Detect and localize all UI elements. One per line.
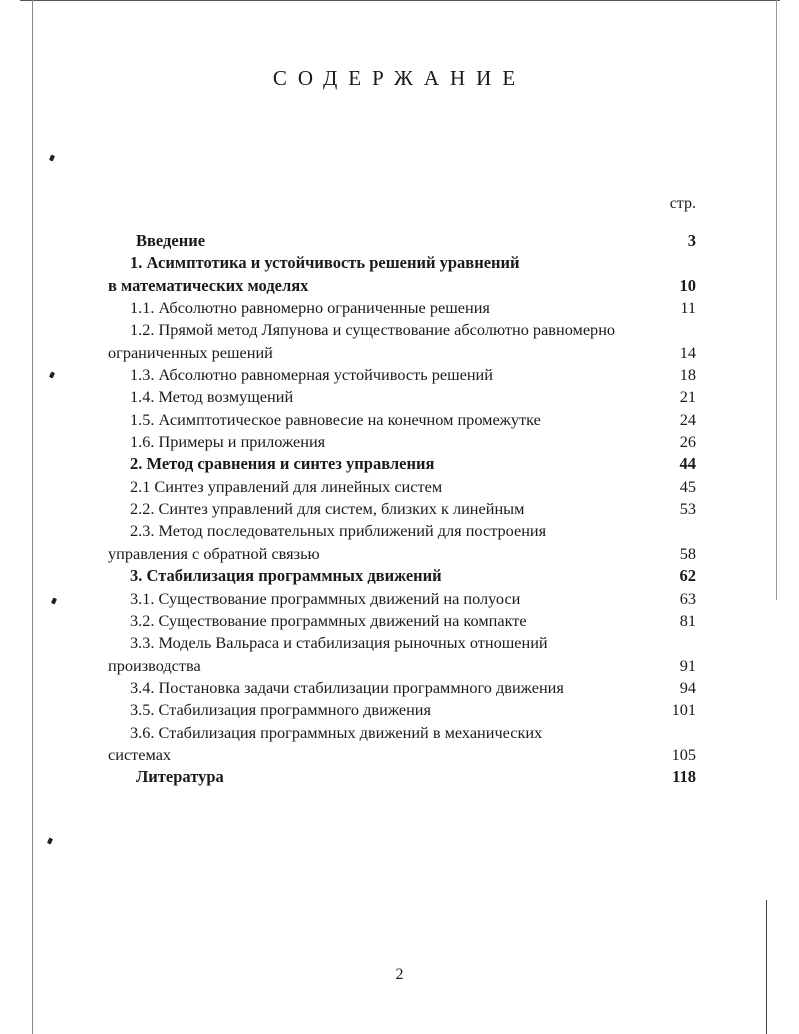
toc-entry	[108, 632, 696, 677]
toc-entry-title-line: 3.1. Существование программных движений на полуоси	[130, 588, 521, 608]
toc-entry-title-line: 1.4. Метод возмущений	[130, 387, 294, 407]
toc-entry-title-line: 3.6. Стабилизация программных движений в механических	[130, 722, 543, 742]
toc-entry-title-line: управления с обратной связью	[108, 543, 320, 563]
toc-entry	[108, 386, 696, 408]
toc-entry-page: 45	[679, 476, 696, 496]
toc-entry-title-line: 2.1 Синтез управлений для линейных систем	[130, 476, 443, 496]
toc-entry	[108, 297, 696, 319]
scan-border-top	[20, 0, 780, 1]
toc-entry-page: 58	[679, 543, 696, 563]
toc-entry-page: 11	[680, 298, 696, 318]
page-column-label: стр.	[669, 195, 696, 212]
toc-entry-title-line: ограниченных решений	[108, 342, 273, 362]
toc-entry	[108, 409, 696, 431]
toc-entry-title-line: 3.2. Существование программных движений на компакте	[130, 610, 527, 630]
toc-entry-title-line: 3.3. Модель Вальраса и стабилизация рыночных отношений	[130, 633, 548, 653]
toc-entry	[108, 476, 696, 498]
toc-entry-page: 21	[679, 387, 696, 407]
toc-entry	[108, 230, 696, 252]
toc-entry	[108, 565, 696, 587]
toc-entry-page: 53	[679, 499, 696, 519]
toc-entry	[108, 766, 696, 788]
toc-entry	[108, 431, 696, 453]
toc-entry-page: 10	[679, 275, 696, 295]
toc-entry-page: 3	[687, 231, 696, 250]
page-number: 2	[395, 966, 404, 983]
toc-entry-title-line: 1.2. Прямой метод Ляпунова и существование абсолютно равномерно	[130, 320, 616, 340]
toc-entry	[108, 364, 696, 386]
toc-entry-page: 81	[679, 610, 696, 630]
scan-speck	[47, 837, 53, 844]
toc-entry-title-line: 2.2. Синтез управлений для систем, близких к линейным	[130, 499, 525, 519]
toc-entry-page: 44	[679, 454, 696, 474]
toc-entry-title-line: 1.1. Абсолютно равномерно ограниченные решения	[130, 298, 490, 318]
toc-entry-page: 24	[679, 409, 696, 429]
toc-entry-page: 101	[671, 700, 696, 720]
toc-entry	[108, 699, 696, 721]
toc-entry	[108, 610, 696, 632]
toc-entry-page: 14	[679, 342, 696, 362]
toc-entry-page: 118	[672, 767, 696, 787]
toc-entry-title-line: производства	[108, 655, 201, 675]
toc-entry-title-line: Литература	[136, 767, 224, 787]
scan-speck	[49, 371, 55, 378]
toc-entry	[108, 677, 696, 699]
scan-border-left	[32, 0, 33, 1034]
toc-entry	[108, 252, 696, 297]
toc-entry	[108, 520, 696, 565]
toc-entry	[108, 453, 696, 475]
toc-entry-page: 63	[679, 588, 696, 608]
toc-entry	[108, 319, 696, 364]
toc-entry-title-line: 3. Стабилизация программных движений	[130, 566, 442, 586]
toc-entry-title-line: 1. Асимптотика и устойчивость решений уравнений	[130, 253, 520, 273]
toc-entry-title-line: Введение	[136, 231, 206, 250]
toc-entry-title-line: системах	[108, 744, 172, 764]
toc-entry-title-line: 3.5. Стабилизация программного движения	[130, 700, 431, 720]
toc-entry	[108, 498, 696, 520]
toc-entry	[108, 588, 696, 610]
page-title: СОДЕРЖАНИЕ	[272, 66, 527, 90]
scan-speck	[49, 154, 55, 161]
toc-entry-title-line: 1.5. Асимптотическое равновесие на конечном промежутке	[130, 409, 541, 429]
toc-entry-page: 91	[679, 655, 696, 675]
toc-entry-title-line: 3.4. Постановка задачи стабилизации программного движения	[130, 677, 564, 697]
toc-entry-title-line: в математических моделях	[108, 275, 309, 295]
toc-entry-page: 94	[679, 677, 696, 697]
toc-entry-page: 105	[671, 744, 696, 764]
toc-entry-title-line: 2. Метод сравнения и синтез управления	[130, 454, 435, 474]
toc-entry-title-line: 1.3. Абсолютно равномерная устойчивость решений	[130, 365, 493, 385]
toc-entry-page: 62	[679, 566, 696, 586]
toc-entry-title-line: 2.3. Метод последовательных приближений для построения	[130, 521, 547, 541]
toc-entry-page: 26	[679, 432, 696, 452]
toc-entry-title-line: 1.6. Примеры и приложения	[130, 432, 326, 452]
toc-entry-page: 18	[679, 365, 696, 385]
table-of-contents	[108, 230, 696, 789]
scan-speck	[51, 597, 57, 604]
toc-entry	[108, 722, 696, 767]
